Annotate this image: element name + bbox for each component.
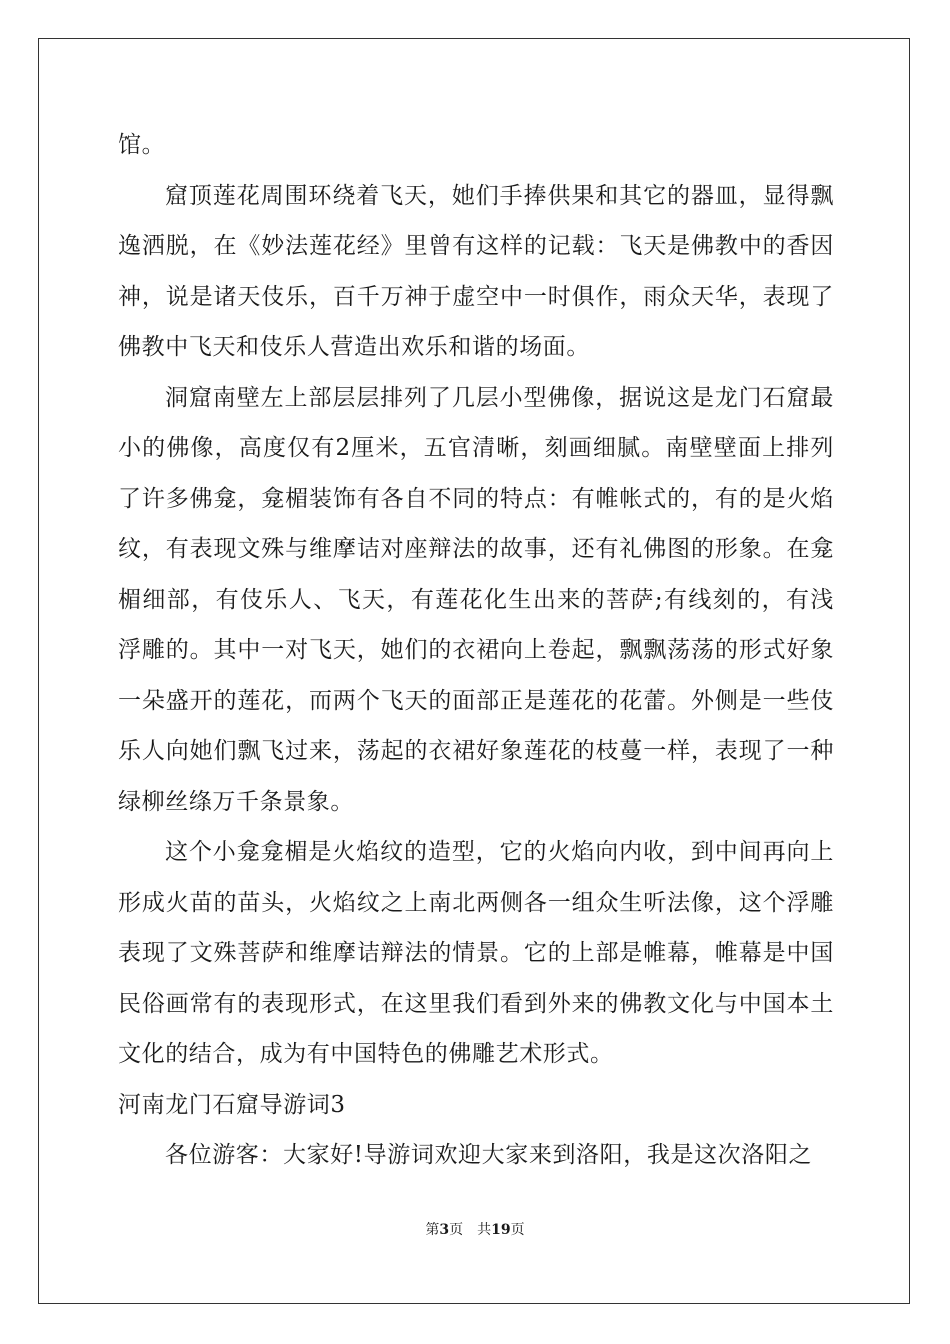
page-prefix: 第 (425, 1222, 440, 1238)
document-body (118, 120, 834, 1181)
page-suffix: 页 (449, 1222, 464, 1238)
page-footer (0, 1220, 950, 1240)
paragraph: 窟顶莲花周围环绕着飞天，她们手捧供果和其它的器皿，显得飘逸洒脱，在《妙法莲花经》里曾有这样的记载：飞天是佛教中的香因神，说是诸天伎乐，百千万神于虚空中一时俱作，雨众天华，表现了佛教中飞天和伎乐人营造出欢乐和谐的场面。 (118, 182, 834, 360)
page-number: 3 (439, 1222, 450, 1238)
section-heading: 河南龙门石窟导游词3 (118, 1091, 346, 1118)
paragraph: 洞窟南壁左上部层层排列了几层小型佛像，据说这是龙门石窟最小的佛像，高度仅有2厘米，五官清晰，刻画细腻。南壁壁面上排列了许多佛龛，龛楣装饰有各自不同的特点：有帷帐式的，有的是火焰纹，有表现文殊与维摩诘对座辩法的故事，还有礼佛图的形象。在龛楣细部，有伎乐人、飞天，有莲花化生出来的菩萨;有线刻的，有浅浮雕的。其中一对飞天，她们的衣裙向上卷起，飘飘荡荡的形式好象一朵盛开的莲花，而两个飞天的面部正是莲花的花蕾。外侧是一些伎乐人向她们飘飞过来，荡起的衣裙好象莲花的枝蔓一样，表现了一种绿柳丝绦万千条景象。 (118, 384, 834, 815)
total-suffix: 页 (510, 1222, 525, 1238)
total-pages: 19 (491, 1222, 511, 1238)
paragraph: 馆。 (118, 132, 166, 158)
total-prefix: 共 (477, 1222, 492, 1238)
paragraph: 这个小龛龛楣是火焰纹的造型，它的火焰向内收，到中间再向上形成火苗的苗头，火焰纹之上南北两侧各一组众生听法像，这个浮雕表现了文殊菩萨和维摩诘辩法的情景。它的上部是帷幕，帷幕是中国民俗画常有的表现形式，在这里我们看到外来的佛教文化与中国本土文化的结合，成为有中国特色的佛雕艺术形式。 (118, 839, 834, 1067)
paragraph: 各位游客：大家好!导游词欢迎大家来到洛阳，我是这次洛阳之 (165, 1142, 813, 1168)
